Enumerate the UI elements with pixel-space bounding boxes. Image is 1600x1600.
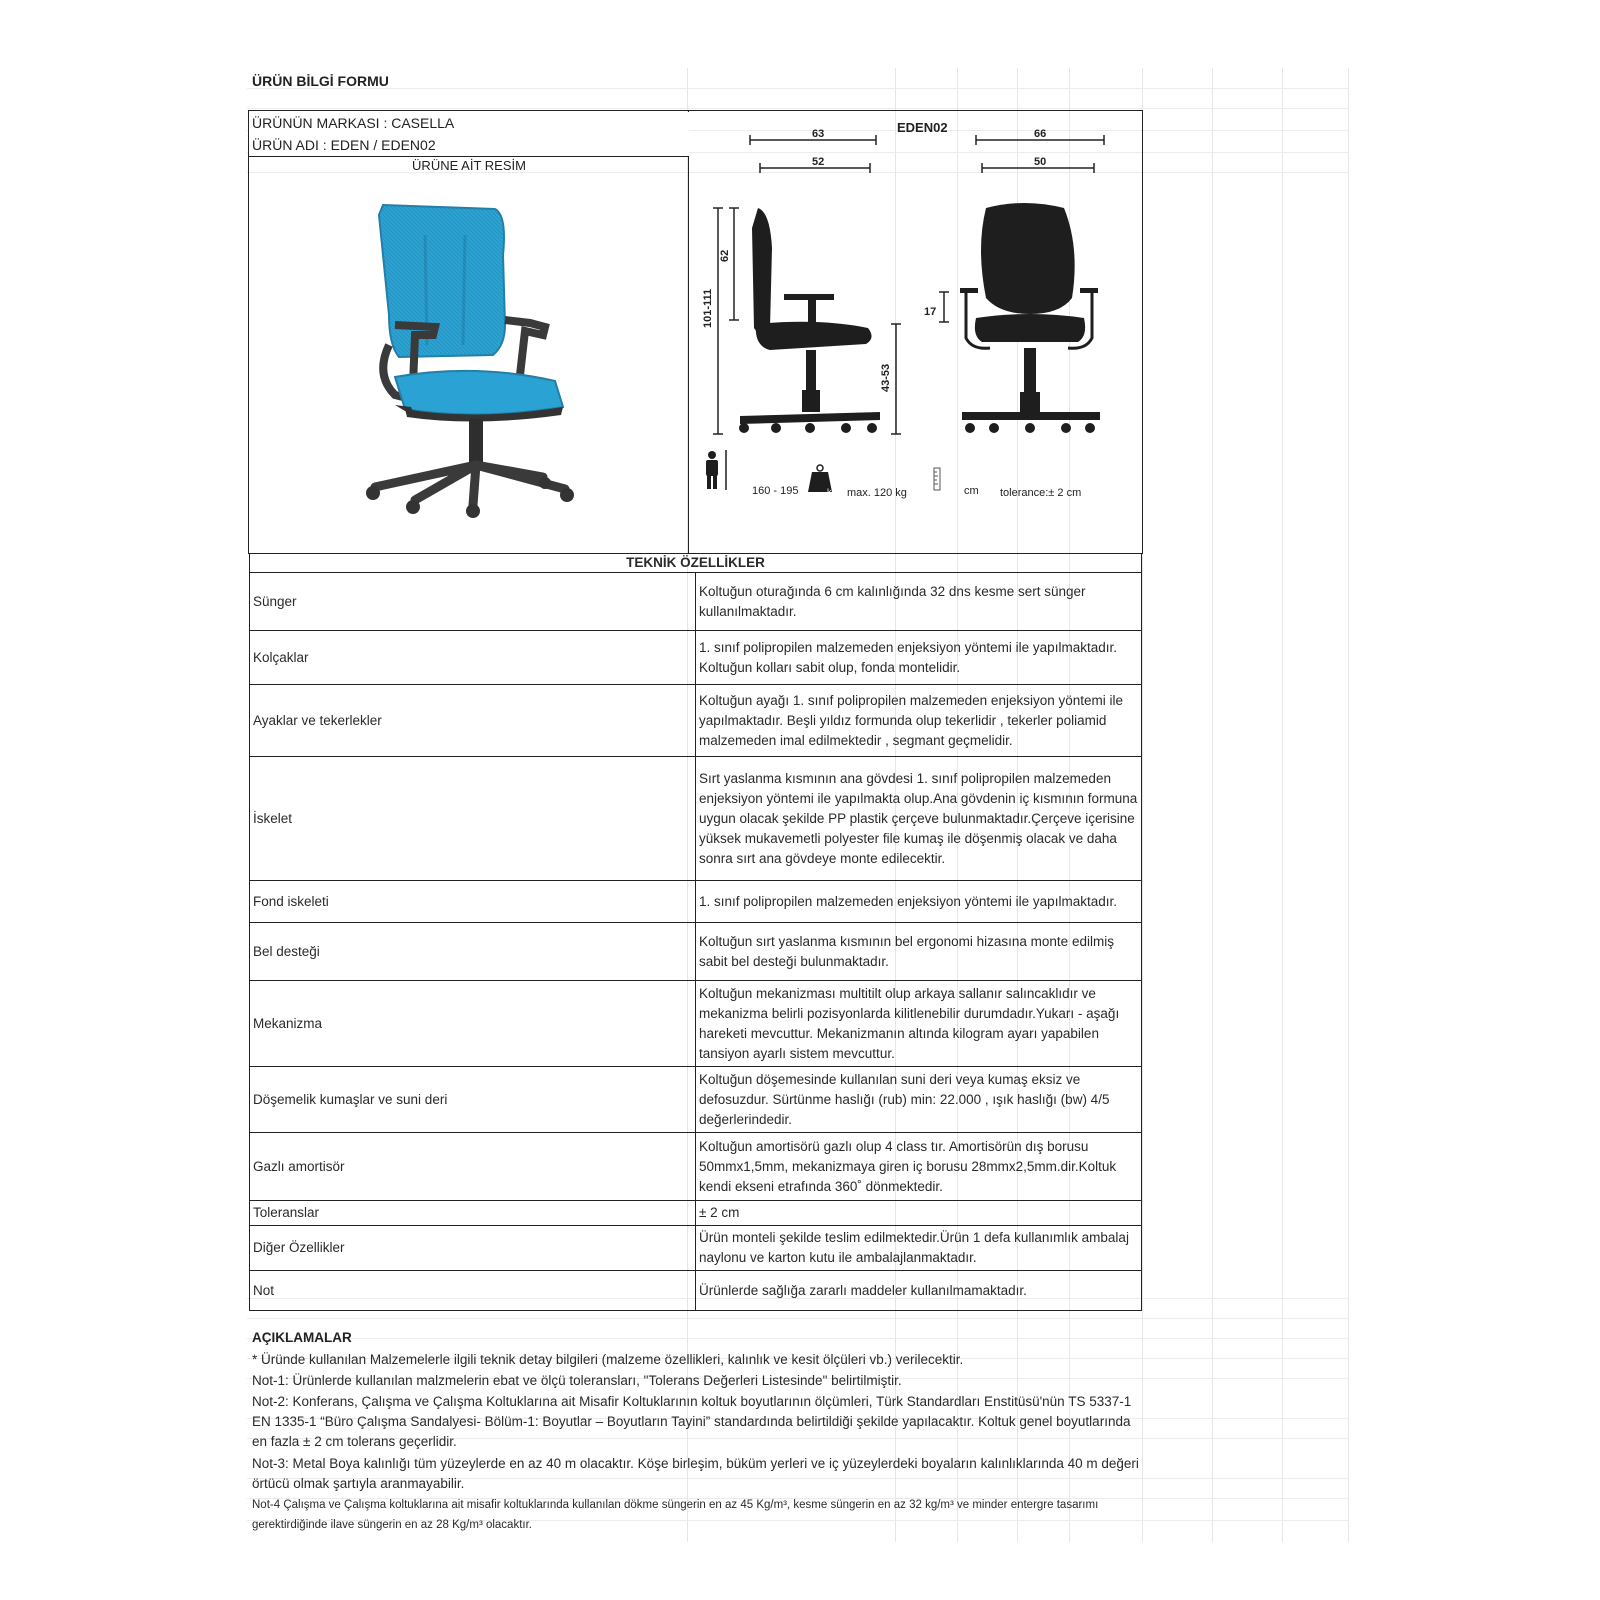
- notes-title: AÇIKLAMALAR: [252, 1330, 352, 1345]
- model-code: EDEN02: [897, 120, 948, 135]
- tolerance-label: tolerance:± 2 cm: [1000, 487, 1082, 499]
- spec-label: Kolçaklar: [250, 631, 696, 685]
- dim-arm-height: 17: [924, 306, 937, 318]
- note-item: Not-3: Metal Boya kalınlığı tüm yüzeylerde en az 40 m olacaktır. Köşe birleşim, büküm yerleri ve iç yüzeylerdeki boyaların kalınlıklarında 40 m değeri örtücü olmak şartıyla aranmayabilir.: [252, 1456, 1139, 1491]
- dimension-drawing: [700, 128, 1140, 508]
- max-weight: max. 120 kg: [847, 487, 907, 499]
- spec-value: Ürün monteli şekilde teslim edilmektedir.Ürün 1 defa kullanımlık ambalaj naylonu ve karton kutu ile ambalajlanmaktadır.: [696, 1226, 1142, 1271]
- table-row: [250, 631, 1142, 685]
- note-item: Not-1: Ürünlerde kullanılan malzmelerin ebat ve ölçü toleransları, "Tolerans Değerleri Listesinde" belirtilmiştir.: [252, 1373, 902, 1388]
- chair-photo: [355, 195, 615, 525]
- dim-side-seat-width: 52: [812, 156, 825, 168]
- kg-badge: kg: [827, 487, 837, 497]
- spec-label: Diğer Özellikler: [250, 1226, 696, 1271]
- spec-value: Koltuğun oturağında 6 cm kalınlığında 32 dns kesme sert sünger kullanılmaktadır.: [696, 573, 1142, 631]
- note-item: * Üründe kullanılan Malzemelerle ilgili teknik detay bilgileri (malzeme özellikleri, kalınlık ve kesit ölçüleri vb.) verilecektir.: [252, 1352, 964, 1367]
- spec-label: İskelet: [250, 757, 696, 881]
- spec-value: ± 2 cm: [696, 1201, 1142, 1226]
- spec-value: 1. sınıf polipropilen malzemeden enjeksiyon yöntemi ile yapılmaktadır.: [696, 881, 1142, 923]
- dim-front-seat-width: 50: [1034, 156, 1047, 168]
- image-caption: ÜRÜNE AİT RESİM: [412, 158, 526, 173]
- ruler-icon: [934, 468, 940, 490]
- spec-value: Ürünlerde sağlığa zararlı maddeler kullanılmamaktadır.: [696, 1271, 1142, 1311]
- note-item: Not-2: Konferans, Çalışma ve Çalışma Koltuklarına ait Misafir Koltuklarının koltuk boyutlarının ölçümleri, Türk Standardları Enstitüsü'nün TS 5337-1 EN 1335-1 “Büro Çalışma Sandalyesi- Bölüm-1: Boyutlar – Boyutların Tayini” standardında belirtildiği şekilde yapılacaktır. Koltuk genel boyutlarında en fazla ± 2 cm tolerans geçerlidir.: [252, 1394, 1132, 1449]
- spec-value: Sırt yaslanma kısmının ana gövdesi 1. sınıf polipropilen malzemeden enjeksiyon yöntemi ile yapılmakta olup.Ana gövdenin iç kısmının formuna uygun olacak şekilde PP plastik çerçeve bulunmaktadır.Çerçeve içerisine yüksek mukavemetli polyester file kumaş ile döşenmiş olacak ve daha sonra sırt ana gövdeye monte edilecektir.: [696, 757, 1142, 881]
- spec-label: Döşemelik kumaşlar ve suni deri: [250, 1067, 696, 1133]
- spec-label: Sünger: [250, 573, 696, 631]
- person-height-range: 160 - 195: [752, 485, 799, 497]
- spec-value: Koltuğun döşemesinde kullanılan suni deri veya kumaş eksiz ve defosuzdur. Sürtünme haslığı (rub) min: 22.000 , ışık haslığı (bw) 4/5 değerlerindedir.: [696, 1067, 1142, 1133]
- dim-seat-height: 43-53: [880, 363, 892, 392]
- spec-value: Koltuğun amortisörü gazlı olup 4 class tır. Amortisörün dış borusu 50mmx1,5mm, mekanizmaya giren iç borusu 28mmx2,5mm.dir.Koltuk kendi ekseni etrafında 360˚ dönmektedir.: [696, 1133, 1142, 1201]
- spec-value: Koltuğun sırt yaslanma kısmının bel ergonomi hizasına monte edilmiş sabit bel desteği bulunmaktadır.: [696, 923, 1142, 981]
- table-row: [250, 685, 1142, 757]
- table-row: [250, 1201, 1142, 1226]
- table-row: [250, 757, 1142, 881]
- spec-value: Koltuğun mekanizması multitilt olup arkaya sallanır salıncaklıdır ve mekanizma belirli pozisyonlarda kilitlenebilir durumdadır.Yukarı - aşağı hareketi mevcuttur. Mekanizmanın altında kilogram ayarı yapabilen tansiyon ayarlı sistem mevcuttur.: [696, 981, 1142, 1067]
- form-title: ÜRÜN BİLGİ FORMU: [252, 73, 389, 89]
- table-row: [250, 881, 1142, 923]
- spec-table-header: TEKNİK ÖZELLİKLER: [250, 554, 1142, 573]
- dim-back-height: 62: [719, 249, 731, 262]
- spec-label: Ayaklar ve tekerlekler: [250, 685, 696, 757]
- table-row: [250, 1067, 1142, 1133]
- product-divider: [688, 110, 689, 554]
- table-row: [250, 923, 1142, 981]
- spec-label: Gazlı amortisör: [250, 1133, 696, 1201]
- note-item: Not-4 Çalışma ve Çalışma koltuklarına ait misafir koltuklarında kullanılan dökme süngerin en az 45 Kg/m³, kesme süngerin en az 32 kg/m³ ve minder entergre tasarımı gerektirdiğinde ilave süngerin en az 28 Kg/m³ olacaktır.: [252, 1499, 1099, 1531]
- spec-label: Mekanizma: [250, 981, 696, 1067]
- spec-value: 1. sınıf polipropilen malzemeden enjeksiyon yöntemi ile yapılmaktadır. Koltuğun kolları sabit olup, fonda montelidir.: [696, 631, 1142, 685]
- table-row: [250, 981, 1142, 1067]
- spec-table: [249, 553, 1142, 1311]
- unit-label: cm: [964, 485, 979, 497]
- dim-total-height: 101-111: [702, 288, 714, 328]
- product-name-line: ÜRÜN ADI : EDEN / EDEN02: [249, 134, 689, 157]
- spec-label: Not: [250, 1271, 696, 1311]
- spec-label: Fond iskeleti: [250, 881, 696, 923]
- spec-label: Toleranslar: [250, 1201, 696, 1226]
- table-row: [250, 573, 1142, 631]
- spec-label: Bel desteği: [250, 923, 696, 981]
- dim-front-top-width: 66: [1034, 128, 1047, 140]
- dim-side-top-width: 63: [812, 128, 825, 140]
- table-row: [250, 1133, 1142, 1201]
- table-row: [250, 1226, 1142, 1271]
- person-icon: [706, 450, 726, 490]
- brand-line: ÜRÜNÜN MARKASI : CASELLA: [249, 112, 689, 135]
- table-row: [250, 1271, 1142, 1311]
- spec-value: Koltuğun ayağı 1. sınıf polipropilen malzemeden enjeksiyon yöntemi ile yapılmaktadır. Beşli yıldız formunda olup tekerlidir , tekerler poliamid malzemeden imal edilmektedir , segmant geçmelidir.: [696, 685, 1142, 757]
